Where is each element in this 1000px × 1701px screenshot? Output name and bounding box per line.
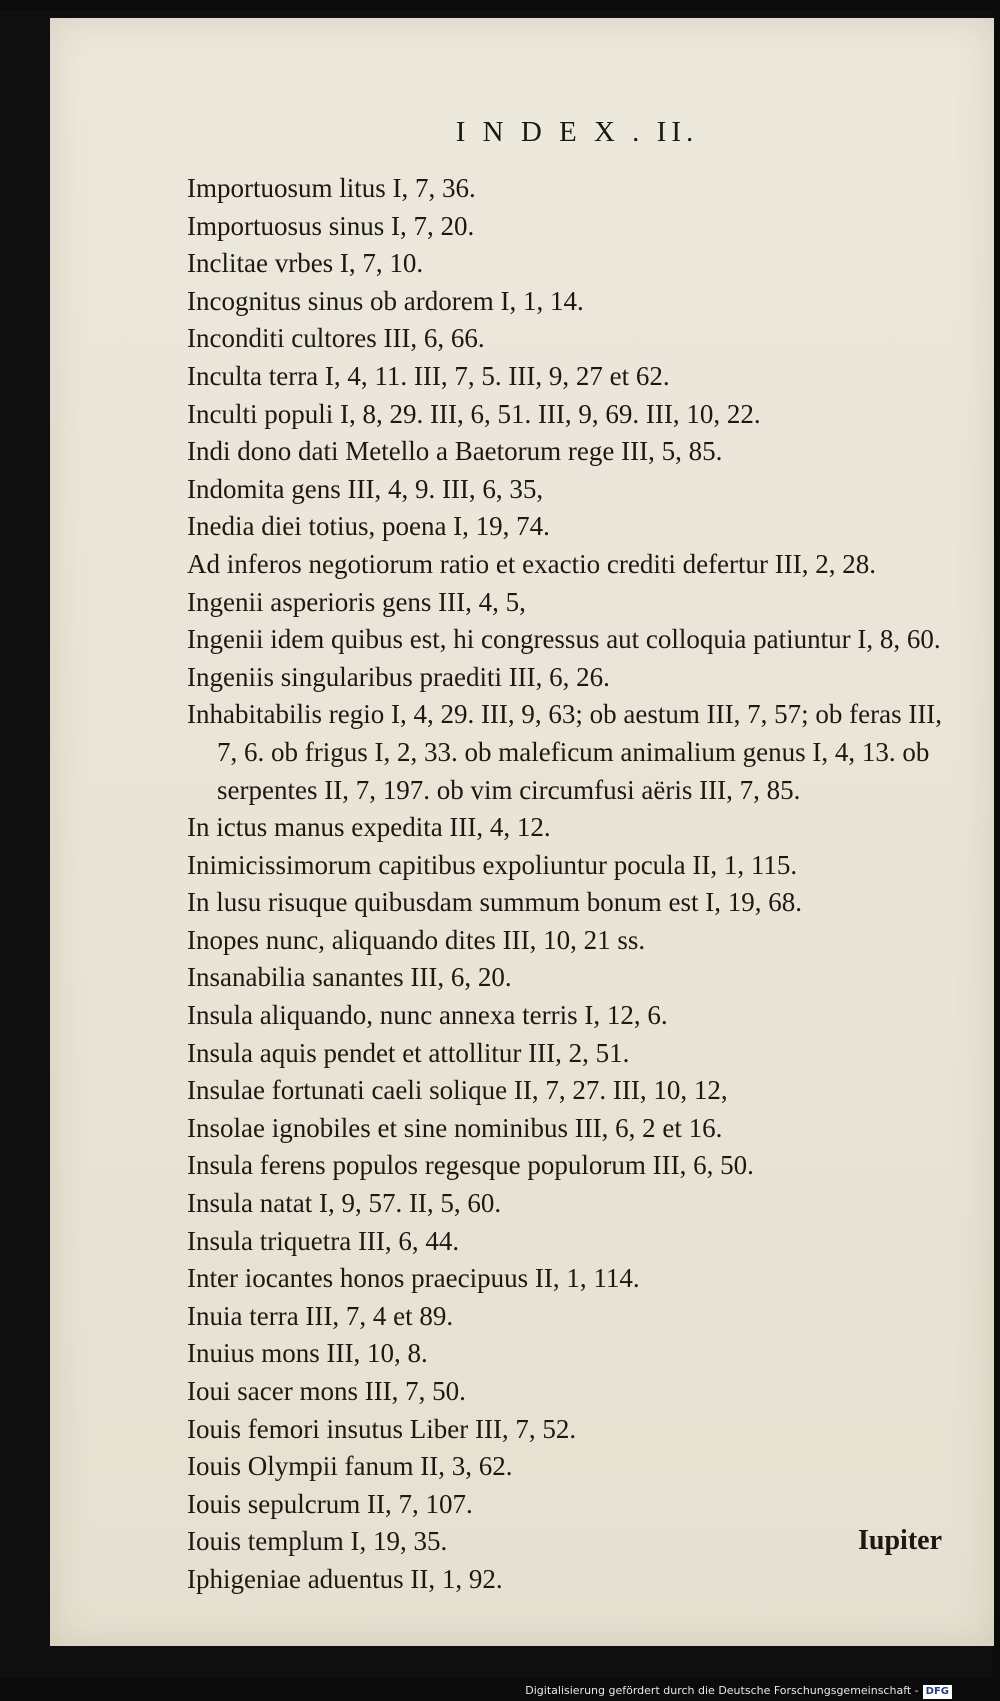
scanned-page bbox=[0, 10, 992, 1678]
index-entry: Insula natat I, 9, 57. II, 5, 60. bbox=[187, 1188, 502, 1219]
index-entry: Importuosus sinus I, 7, 20. bbox=[187, 210, 475, 241]
index-entry: Inimicissimorum capitibus expoliuntur pocula II, 1, 115. bbox=[187, 849, 798, 880]
index-entry: Iouis Olympii fanum II, 3, 62. bbox=[187, 1451, 513, 1482]
index-entry: Iouis templum I, 19, 35. bbox=[187, 1526, 448, 1557]
index-entry: Insulae fortunati caeli solique II, 7, 27. III, 10, 12, bbox=[187, 1075, 728, 1106]
index-entry: Insula ferens populos regesque populorum III, 6, 50. bbox=[187, 1150, 754, 1181]
index-entry: Inhabitabilis regio I, 4, 29. III, 9, 63; ob aestum III, 7, 57; ob feras III, 7, 6. ob frigus I, 2, 33. ob maleficum animalium genus I, 4, 13. ob serpentes II, 7, 197. ob vim circumfusi aëris III, 7, 85. bbox=[187, 699, 943, 805]
catchword: Iupiter bbox=[858, 1525, 942, 1556]
index-entry: Ingenii asperioris gens III, 4, 5, bbox=[187, 586, 526, 617]
footer-text: Digitalisierung gefördert durch die Deutsche Forschungsgemeinschaft - bbox=[525, 1684, 919, 1697]
index-entry: Iouis sepulcrum II, 7, 107. bbox=[187, 1488, 473, 1519]
index-entry: Ingenii idem quibus est, hi congressus aut colloquia patiuntur I, 8, 60. bbox=[187, 624, 941, 655]
index-entry: Insula triquetra III, 6, 44. bbox=[187, 1225, 460, 1256]
index-entry: Inedia diei totius, poena I, 19, 74. bbox=[187, 511, 550, 542]
index-entry: Insula aquis pendet et attollitur III, 2, 51. bbox=[187, 1037, 630, 1068]
index-entry: Inuius mons III, 10, 8. bbox=[187, 1338, 428, 1369]
index-entry: Insolae ignobiles et sine nominibus III, 6, 2 et 16. bbox=[187, 1112, 723, 1143]
index-entry: Inculti populi I, 8, 29. III, 6, 51. III, 9, 69. III, 10, 22. bbox=[187, 398, 761, 429]
index-entry: Importuosum litus I, 7, 36. bbox=[187, 173, 476, 203]
index-entry: Ioui sacer mons III, 7, 50. bbox=[187, 1376, 466, 1406]
paper-sheet bbox=[50, 18, 994, 1646]
index-entry: Iouis femori insutus Liber III, 7, 52. bbox=[187, 1413, 577, 1444]
index-entry: In ictus manus expedita III, 4, 12. bbox=[187, 812, 551, 843]
index-entry: Inuia terra III, 7, 4 et 89. bbox=[187, 1300, 454, 1331]
index-entry: Indi dono dati Metello a Baetorum rege III, 5, 85. bbox=[187, 436, 723, 467]
index-entry: Inclitae vrbes I, 7, 10. bbox=[187, 248, 424, 279]
index-entry: Ad inferos negotiorum ratio et exactio crediti defertur III, 2, 28. bbox=[187, 548, 877, 579]
index-entry: Insanabilia sanantes III, 6, 20. bbox=[187, 962, 512, 993]
page-header: I N D E X . II. bbox=[455, 116, 699, 148]
index-entries bbox=[187, 170, 967, 1599]
index-entry: Incognitus sinus ob ardorem I, 1, 14. bbox=[187, 285, 584, 316]
index-entry: Inter iocantes honos praecipuus II, 1, 114. bbox=[187, 1263, 640, 1294]
index-entry: Iphigeniae aduentus II, 1, 92. bbox=[187, 1563, 503, 1594]
dfg-logo: DFG bbox=[923, 1685, 952, 1699]
index-entry: Inculta terra I, 4, 11. III, 7, 5. III, 9, 27 et 62. bbox=[187, 360, 670, 391]
index-entry: Inconditi cultores III, 6, 66. bbox=[187, 323, 485, 354]
index-entry: Ingeniis singularibus praediti III, 6, 26. bbox=[187, 661, 610, 692]
index-entry: In lusu risuque quibusdam summum bonum est I, 19, 68. bbox=[187, 887, 802, 918]
index-entry: Indomita gens III, 4, 9. III, 6, 35, bbox=[187, 473, 544, 504]
index-entry: Inopes nunc, aliquando dites III, 10, 21 ss. bbox=[187, 924, 646, 955]
digitization-footer bbox=[0, 1681, 1000, 1701]
index-entry: Insula aliquando, nunc annexa terris I, 12, 6. bbox=[187, 1000, 668, 1031]
